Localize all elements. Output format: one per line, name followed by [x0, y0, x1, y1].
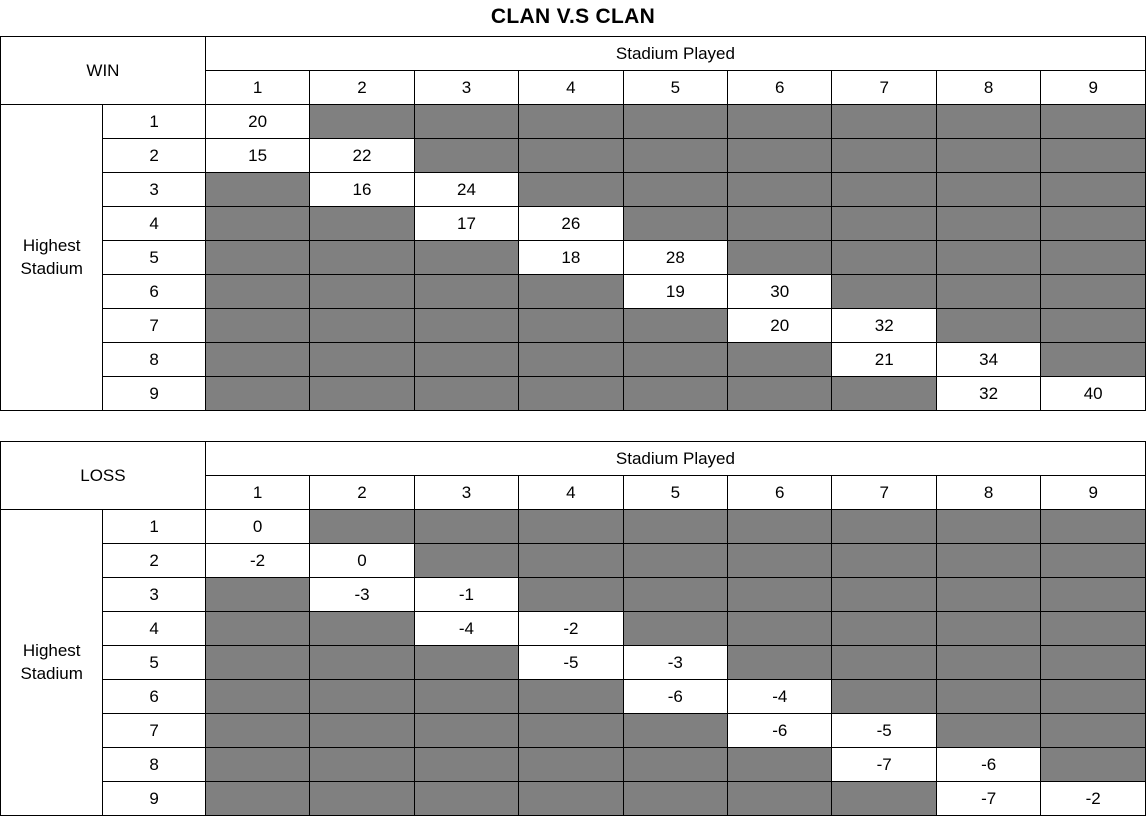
loss-cell-1-5: [623, 510, 727, 544]
win-cell-5-4: 18: [519, 241, 623, 275]
loss-cell-9-7: [832, 782, 936, 816]
win-cell-7-6: 20: [728, 309, 832, 343]
loss-col-header-6: 6: [728, 476, 832, 510]
loss-cell-4-1: [205, 612, 309, 646]
win-cell-9-6: [728, 377, 832, 411]
loss-cell-5-8: [936, 646, 1040, 680]
loss-matrix-table: [0, 441, 1146, 816]
win-col-header-4: 4: [519, 71, 623, 105]
win-corner-label: WIN: [1, 37, 206, 105]
loss-cell-6-4: [519, 680, 623, 714]
win-cell-4-8: [936, 207, 1040, 241]
loss-cell-8-5: [623, 748, 727, 782]
win-cell-3-9: [1041, 173, 1146, 207]
table-row: [1, 173, 1146, 207]
win-cell-7-8: [936, 309, 1040, 343]
win-cell-3-8: [936, 173, 1040, 207]
win-cell-1-6: [728, 105, 832, 139]
win-cell-6-1: [205, 275, 309, 309]
loss-cell-6-3: [414, 680, 518, 714]
win-cell-6-6: 30: [728, 275, 832, 309]
win-col-header-8: 8: [936, 71, 1040, 105]
loss-col-header-2: 2: [310, 476, 414, 510]
win-cell-9-1: [205, 377, 309, 411]
win-row-group-label: Highest Stadium: [1, 105, 103, 411]
win-cell-5-6: [728, 241, 832, 275]
table-row: [1, 714, 1146, 748]
win-cell-7-9: [1041, 309, 1146, 343]
win-cell-1-7: [832, 105, 936, 139]
loss-row-header-4: 4: [103, 612, 205, 646]
loss-cell-6-1: [205, 680, 309, 714]
win-cell-7-5: [623, 309, 727, 343]
win-cell-2-7: [832, 139, 936, 173]
win-cell-9-5: [623, 377, 727, 411]
loss-cell-9-9: -2: [1041, 782, 1146, 816]
loss-cell-2-7: [832, 544, 936, 578]
loss-cell-8-4: [519, 748, 623, 782]
loss-col-header-8: 8: [936, 476, 1040, 510]
win-cell-2-6: [728, 139, 832, 173]
table-row: [1, 105, 1146, 139]
win-cell-8-1: [205, 343, 309, 377]
win-cell-8-8: 34: [936, 343, 1040, 377]
win-cell-1-5: [623, 105, 727, 139]
loss-cell-8-2: [310, 748, 414, 782]
loss-cell-4-4: -2: [519, 612, 623, 646]
win-col-header-1: 1: [205, 71, 309, 105]
loss-cell-6-9: [1041, 680, 1146, 714]
win-cell-8-4: [519, 343, 623, 377]
loss-col-header-3: 3: [414, 476, 518, 510]
win-cell-6-2: [310, 275, 414, 309]
loss-cell-6-8: [936, 680, 1040, 714]
loss-cell-8-9: [1041, 748, 1146, 782]
loss-cell-2-9: [1041, 544, 1146, 578]
loss-cell-3-4: [519, 578, 623, 612]
loss-cell-9-2: [310, 782, 414, 816]
win-col-header-3: 3: [414, 71, 518, 105]
loss-cell-3-2: -3: [310, 578, 414, 612]
loss-cell-4-8: [936, 612, 1040, 646]
win-table-container: [0, 36, 1146, 411]
loss-cell-5-3: [414, 646, 518, 680]
loss-cell-4-5: [623, 612, 727, 646]
loss-cell-3-3: -1: [414, 578, 518, 612]
win-cell-7-7: 32: [832, 309, 936, 343]
win-cell-3-6: [728, 173, 832, 207]
win-cell-5-7: [832, 241, 936, 275]
win-cell-1-8: [936, 105, 1040, 139]
win-cell-6-7: [832, 275, 936, 309]
loss-cell-4-9: [1041, 612, 1146, 646]
win-cell-8-5: [623, 343, 727, 377]
win-cell-2-2: 22: [310, 139, 414, 173]
loss-cell-3-5: [623, 578, 727, 612]
page-title: CLAN V.S CLAN: [490, 5, 656, 28]
win-cell-9-2: [310, 377, 414, 411]
table-header-row: [1, 442, 1146, 476]
table-row: [1, 275, 1146, 309]
table-row: [1, 544, 1146, 578]
table-row: [1, 782, 1146, 816]
loss-cell-9-8: -7: [936, 782, 1040, 816]
loss-row-header-5: 5: [103, 646, 205, 680]
loss-cell-7-3: [414, 714, 518, 748]
loss-cell-2-8: [936, 544, 1040, 578]
loss-cell-6-7: [832, 680, 936, 714]
loss-col-group-header: Stadium Played: [205, 442, 1145, 476]
win-cell-9-3: [414, 377, 518, 411]
win-cell-3-3: 24: [414, 173, 518, 207]
win-cell-2-5: [623, 139, 727, 173]
loss-cell-4-3: -4: [414, 612, 518, 646]
win-cell-4-3: 17: [414, 207, 518, 241]
loss-cell-3-7: [832, 578, 936, 612]
win-cell-3-4: [519, 173, 623, 207]
win-cell-8-3: [414, 343, 518, 377]
loss-cell-2-1: -2: [205, 544, 309, 578]
loss-row-group-label: Highest Stadium: [1, 510, 103, 816]
loss-row-header-2: 2: [103, 544, 205, 578]
win-cell-4-9: [1041, 207, 1146, 241]
table-header-row: [1, 37, 1146, 71]
loss-cell-3-1: [205, 578, 309, 612]
loss-col-header-5: 5: [623, 476, 727, 510]
win-row-header-7: 7: [103, 309, 205, 343]
win-cell-1-9: [1041, 105, 1146, 139]
win-cell-5-8: [936, 241, 1040, 275]
win-cell-2-8: [936, 139, 1040, 173]
loss-cell-3-9: [1041, 578, 1146, 612]
loss-cell-2-6: [728, 544, 832, 578]
loss-cell-9-4: [519, 782, 623, 816]
loss-cell-7-6: -6: [728, 714, 832, 748]
win-cell-5-3: [414, 241, 518, 275]
loss-cell-6-2: [310, 680, 414, 714]
win-row-header-3: 3: [103, 173, 205, 207]
win-cell-6-5: 19: [623, 275, 727, 309]
loss-row-header-1: 1: [103, 510, 205, 544]
loss-cell-1-8: [936, 510, 1040, 544]
win-cell-3-5: [623, 173, 727, 207]
table-row: [1, 510, 1146, 544]
loss-cell-5-6: [728, 646, 832, 680]
table-row: [1, 748, 1146, 782]
loss-cell-1-6: [728, 510, 832, 544]
win-cell-2-1: 15: [205, 139, 309, 173]
win-row-header-1: 1: [103, 105, 205, 139]
win-cell-8-7: 21: [832, 343, 936, 377]
loss-cell-6-6: -4: [728, 680, 832, 714]
win-cell-9-4: [519, 377, 623, 411]
loss-table-container: [0, 441, 1146, 816]
loss-row-header-8: 8: [103, 748, 205, 782]
win-cell-2-3: [414, 139, 518, 173]
win-cell-4-6: [728, 207, 832, 241]
loss-cell-5-1: [205, 646, 309, 680]
loss-col-header-1: 1: [205, 476, 309, 510]
loss-row-header-9: 9: [103, 782, 205, 816]
loss-cell-2-5: [623, 544, 727, 578]
win-row-header-9: 9: [103, 377, 205, 411]
win-cell-9-9: 40: [1041, 377, 1146, 411]
win-cell-8-6: [728, 343, 832, 377]
win-col-header-2: 2: [310, 71, 414, 105]
win-cell-6-4: [519, 275, 623, 309]
loss-col-header-4: 4: [519, 476, 623, 510]
table-row: [1, 578, 1146, 612]
loss-cell-2-4: [519, 544, 623, 578]
loss-cell-5-5: -3: [623, 646, 727, 680]
win-cell-2-9: [1041, 139, 1146, 173]
win-row-header-4: 4: [103, 207, 205, 241]
win-col-header-6: 6: [728, 71, 832, 105]
win-cell-6-3: [414, 275, 518, 309]
loss-cell-2-3: [414, 544, 518, 578]
loss-cell-9-5: [623, 782, 727, 816]
loss-col-header-7: 7: [832, 476, 936, 510]
win-cell-7-3: [414, 309, 518, 343]
loss-cell-7-4: [519, 714, 623, 748]
win-cell-6-8: [936, 275, 1040, 309]
loss-cell-8-8: -6: [936, 748, 1040, 782]
loss-row-header-6: 6: [103, 680, 205, 714]
table-row: [1, 207, 1146, 241]
table-row: [1, 612, 1146, 646]
win-row-header-8: 8: [103, 343, 205, 377]
win-cell-2-4: [519, 139, 623, 173]
table-row: [1, 309, 1146, 343]
loss-cell-8-6: [728, 748, 832, 782]
loss-cell-9-3: [414, 782, 518, 816]
loss-cell-4-6: [728, 612, 832, 646]
win-cell-4-2: [310, 207, 414, 241]
loss-cell-7-1: [205, 714, 309, 748]
loss-table-body: [1, 442, 1146, 816]
win-row-header-6: 6: [103, 275, 205, 309]
table-row: [1, 343, 1146, 377]
loss-cell-7-2: [310, 714, 414, 748]
loss-cell-1-7: [832, 510, 936, 544]
win-cell-9-8: 32: [936, 377, 1040, 411]
loss-col-header-9: 9: [1041, 476, 1146, 510]
loss-cell-1-9: [1041, 510, 1146, 544]
win-col-header-9: 9: [1041, 71, 1146, 105]
loss-cell-9-6: [728, 782, 832, 816]
win-cell-4-1: [205, 207, 309, 241]
table-separator: [0, 411, 1146, 441]
win-cell-7-1: [205, 309, 309, 343]
win-cell-7-4: [519, 309, 623, 343]
win-cell-5-2: [310, 241, 414, 275]
loss-cell-8-7: -7: [832, 748, 936, 782]
loss-row-header-3: 3: [103, 578, 205, 612]
loss-cell-6-5: -6: [623, 680, 727, 714]
win-cell-8-2: [310, 343, 414, 377]
loss-cell-7-8: [936, 714, 1040, 748]
loss-corner-label: LOSS: [1, 442, 206, 510]
win-cell-3-1: [205, 173, 309, 207]
win-cell-4-7: [832, 207, 936, 241]
loss-cell-1-3: [414, 510, 518, 544]
loss-cell-8-3: [414, 748, 518, 782]
table-row: [1, 377, 1146, 411]
table-row: [1, 680, 1146, 714]
win-cell-1-4: [519, 105, 623, 139]
win-row-header-2: 2: [103, 139, 205, 173]
win-cell-7-2: [310, 309, 414, 343]
win-cell-4-4: 26: [519, 207, 623, 241]
win-cell-5-5: 28: [623, 241, 727, 275]
loss-cell-5-7: [832, 646, 936, 680]
win-table-body: [1, 37, 1146, 411]
loss-cell-1-4: [519, 510, 623, 544]
loss-cell-7-7: -5: [832, 714, 936, 748]
loss-cell-4-7: [832, 612, 936, 646]
win-matrix-table: [0, 36, 1146, 411]
loss-cell-7-9: [1041, 714, 1146, 748]
loss-cell-7-5: [623, 714, 727, 748]
loss-cell-1-2: [310, 510, 414, 544]
table-row: [1, 139, 1146, 173]
win-row-header-5: 5: [103, 241, 205, 275]
loss-cell-3-6: [728, 578, 832, 612]
win-cell-4-5: [623, 207, 727, 241]
loss-cell-2-2: 0: [310, 544, 414, 578]
win-col-header-5: 5: [623, 71, 727, 105]
win-cell-1-3: [414, 105, 518, 139]
table-row: [1, 646, 1146, 680]
table-row: [1, 241, 1146, 275]
win-cell-1-1: 20: [205, 105, 309, 139]
win-col-group-header: Stadium Played: [205, 37, 1145, 71]
loss-cell-4-2: [310, 612, 414, 646]
loss-cell-9-1: [205, 782, 309, 816]
loss-row-header-7: 7: [103, 714, 205, 748]
win-cell-3-7: [832, 173, 936, 207]
win-cell-5-9: [1041, 241, 1146, 275]
loss-cell-8-1: [205, 748, 309, 782]
win-cell-5-1: [205, 241, 309, 275]
loss-cell-5-4: -5: [519, 646, 623, 680]
loss-cell-5-9: [1041, 646, 1146, 680]
loss-cell-3-8: [936, 578, 1040, 612]
win-cell-1-2: [310, 105, 414, 139]
win-cell-3-2: 16: [310, 173, 414, 207]
win-cell-6-9: [1041, 275, 1146, 309]
loss-cell-5-2: [310, 646, 414, 680]
win-cell-9-7: [832, 377, 936, 411]
win-cell-8-9: [1041, 343, 1146, 377]
win-col-header-7: 7: [832, 71, 936, 105]
loss-cell-1-1: 0: [205, 510, 309, 544]
